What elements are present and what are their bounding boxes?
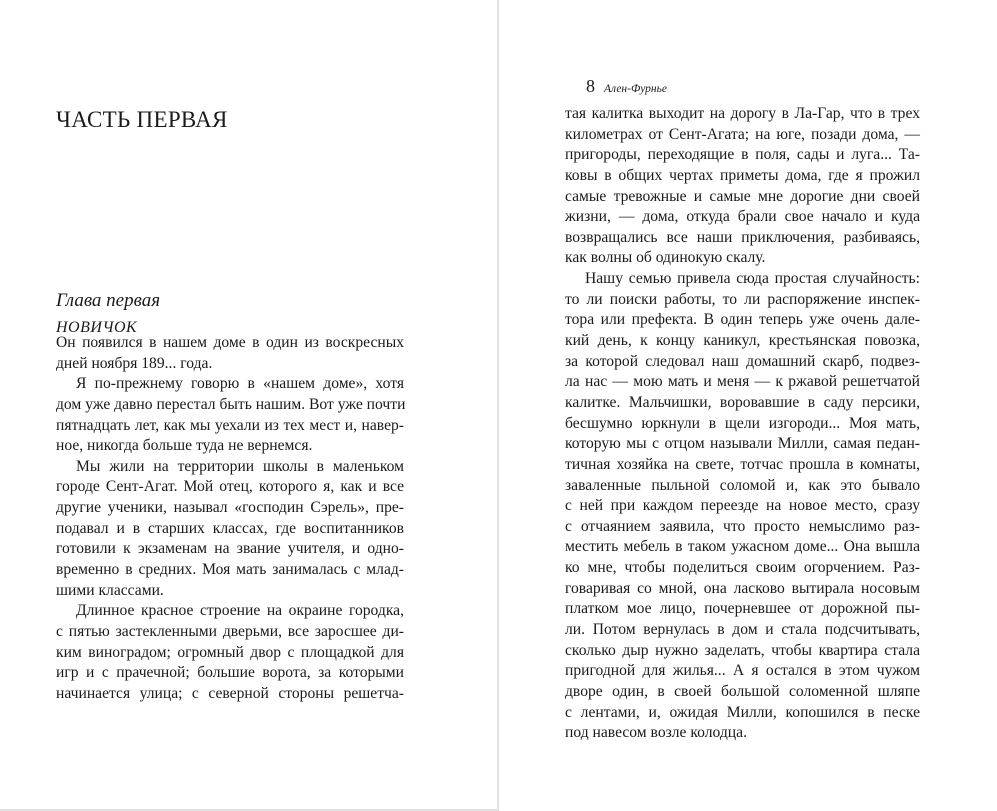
text-line: калитке. Мальчишки, воровавшие в саду персики, (565, 393, 920, 411)
paragraph (56, 457, 404, 601)
text-line: за которой следовал наш домашний скарб, подвез- (565, 352, 920, 370)
text-line: другие ученики, называл «господин Сэрель», пре- (56, 499, 404, 517)
text-line: бесшумно юркнули в щели изгороди... Моя мать, (565, 414, 920, 432)
text-line: дворе один, в своей большой соломенной шляпе (565, 682, 920, 700)
text-line: как волны об одинокую скалу. (565, 249, 766, 267)
text-line: самые тревожные и самые мне дорогие дни своей (565, 187, 920, 205)
text-line: пригодной для жилья... А я остался в этом чужом (565, 662, 920, 680)
text-line: кий день, к концу каникул, крестьянская повозка, (565, 332, 920, 350)
text-line: жизни, — дома, откуда брали свое начало и куда (565, 208, 920, 226)
text-line: говаривая со мной, она ласково вытирала носовым (565, 579, 920, 597)
text-line: километрах от Сент-Агата; на юге, позади дома, — (565, 125, 920, 143)
part-title: ЧАСТЬ ПЕРВАЯ (56, 107, 228, 132)
text-line: пятнадцать лет, как мы уехали из тех мест и, навер- (56, 416, 404, 434)
running-author: Ален-Фурнье (604, 83, 667, 95)
text-line: сколько дыр нужно заделать, чтобы квартира стала (565, 641, 920, 659)
text-line: подавал и в старших классах, где воспитанников (56, 519, 404, 537)
text-line: тичная хозяйка на свете, тотчас прошла в комнаты, (565, 455, 920, 473)
paragraph (56, 333, 404, 374)
text-line: городе Сент-Агат. Мой отец, которого я, как и все (56, 478, 404, 496)
text-line: дом уже давно перестал быть нашим. Вот уже почти (56, 395, 406, 413)
paragraph (56, 374, 404, 457)
text-line: пригороды, переходящие в поля, сады и луга... Та- (565, 146, 920, 164)
text-line: возвращались все наши приключения, разбиваясь, (565, 228, 920, 246)
right-page (500, 0, 997, 811)
text-line: ное, никогда больше туда не вернемся. (56, 437, 313, 455)
text-line: ковы в общих чертах приметы дома, где я прожил (565, 166, 920, 184)
text-line: начинается улица; с северной стороны решетча- (56, 684, 404, 702)
text-line: ко мне, чтобы поделиться своим огорчением. Раз- (565, 559, 920, 577)
text-line: с отчаянием заявила, что просто немыслимо раз- (565, 517, 920, 535)
text-line: дней ноября 189... года. (56, 354, 213, 372)
text-line: временно в средних. Моя мать занималась с млад- (56, 561, 404, 579)
text-line: тая калитка выходит на дорогу в Ла-Гар, что в трех (565, 105, 920, 122)
chapter-name: НОВИЧОК (56, 319, 138, 336)
text-line: готовили к экзаменам на звание учителя, и одно- (56, 540, 404, 558)
chapter-title: Глава первая (56, 290, 161, 311)
text-line: Мы жили на территории школы в маленьком (76, 457, 404, 475)
paragraph (565, 269, 920, 744)
text-line: с пятью застекленными дверьми, все заросшее ди- (56, 622, 404, 640)
text-line: ким виноградом; огромный двор с площадкой для (56, 643, 404, 661)
text-line: Я по-прежнему говорю в «нашем доме», хотя (76, 375, 404, 393)
text-line: с лентами, и, ожидая Милли, копошился в песке (565, 703, 920, 721)
text-line: ли. Потом вернулась в дом и стала подсчитывать, (565, 621, 920, 639)
page-number: 8 (586, 76, 595, 96)
text-line: под навесом возле колодца. (565, 724, 747, 742)
running-head (586, 76, 667, 97)
text-line: тора или префекта. В один теперь уже очень дале- (565, 311, 920, 329)
left-body-text (56, 333, 404, 705)
right-body-text (565, 104, 920, 744)
text-line: то ли поиски работы, то ли распоряжение инспек- (565, 290, 920, 308)
text-line: платком мое лицо, почерневшее от дорожной пы- (565, 600, 920, 618)
text-line: которую мы с отцом называли Милли, самая педан- (565, 435, 920, 453)
paragraph (56, 601, 404, 704)
text-line: местить мебель в таком ужасном доме... Она вышла (565, 538, 920, 556)
paragraph (565, 104, 920, 269)
text-line: Длинное красное строение на окраине городка, (76, 602, 404, 620)
text-line: заваленные пыльной соломой и, как это бывало (565, 476, 920, 494)
text-line: игр и с прачечной; большие ворота, за которыми (56, 664, 404, 682)
text-line: Нашу семью привела сюда простая случайность: (585, 270, 920, 288)
text-line: Он появился в нашем доме в один из воскресных (56, 334, 404, 351)
text-line: шими классами. (56, 581, 164, 599)
text-line: ла нас — мою мать и меня — к ржавой решетчатой (565, 373, 920, 391)
text-line: с ней при каждом переезде на новое место, сразу (565, 497, 920, 515)
